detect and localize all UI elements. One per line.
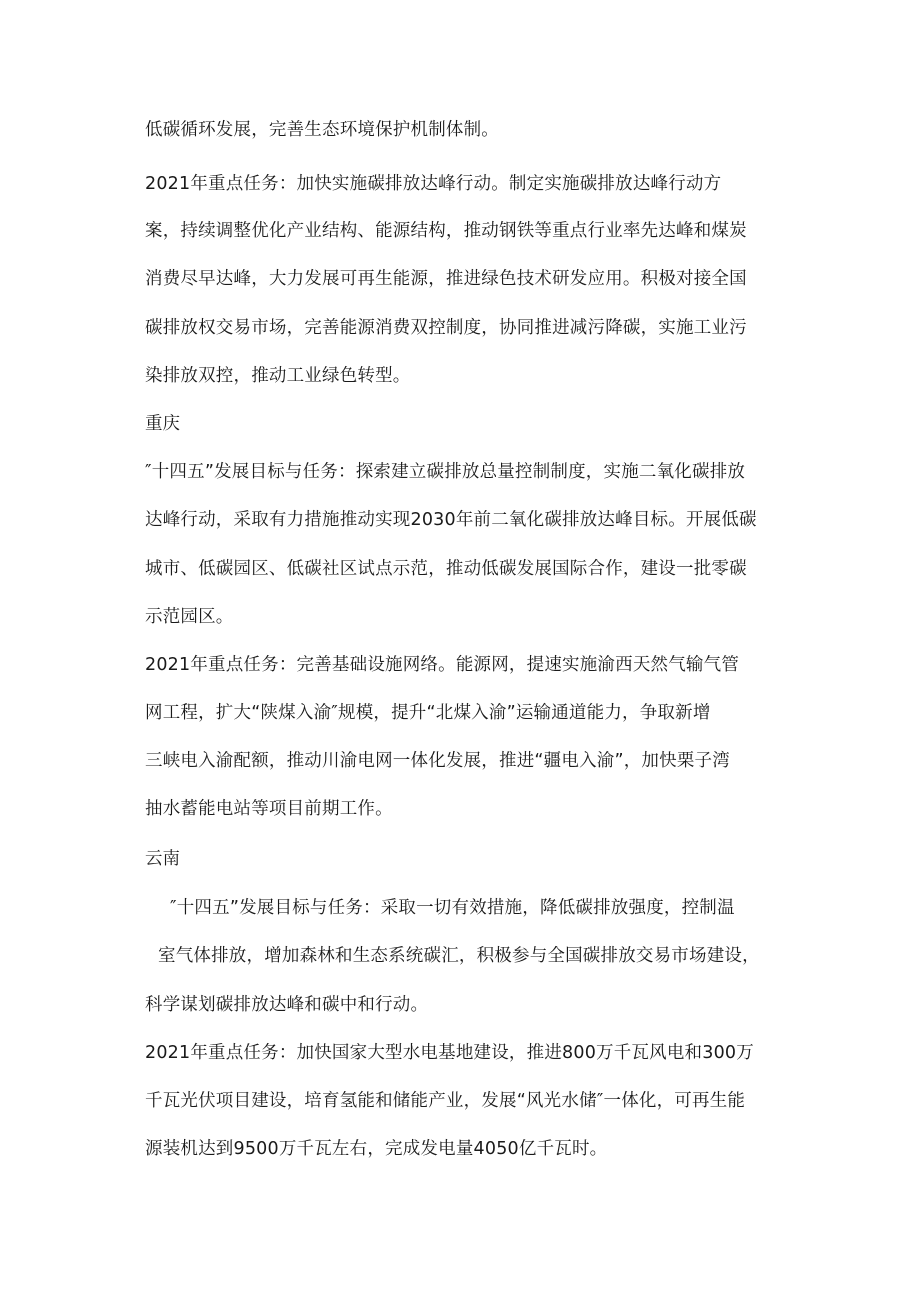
section-heading-yunnan: 云南 [145,849,180,869]
text-line: 城市、低碳园区、低碳社区试点示范，推动低碳发展国际合作，建设一批零碳 [145,559,747,579]
text-line: ″十四五”发展目标与任务：探索建立碳排放总量控制制度，实施二氧化碳排放 [145,462,746,482]
text-line: 消费尽早达峰，大力发展可再生能源，推进绿色技术研发应用。积极对接全国 [145,269,747,289]
text-line: 2021年重点任务：完善基础设施网络。能源网，提速实施渝西天然气输气管 [145,655,740,675]
text-line: 低碳循环发展，完善生态环境保护机制体制。 [145,120,499,140]
text-line: 案，持续调整优化产业结构、能源结构，推动钢铁等重点行业率先达峰和煤炭 [145,221,747,241]
text-line: ″十四五”发展目标与任务：采取一切有效措施，降低碳排放强度，控制温 [170,898,735,918]
text-line: 2021年重点任务：加快实施碳排放达峰行动。制定实施碳排放达峰行动方 [145,174,722,194]
text-line: 示范园区。 [145,607,234,627]
text-line: 室气体排放，增加森林和生态系统碳汇，积极参与全国碳排放交易市场建设， [158,946,760,966]
text-line: 网工程，扩大“陕煤入渝″规模，提升“北煤入渝”运输通道能力，争取新增 [145,703,711,723]
text-line: 染排放双控，推动工业绿色转型。 [145,366,411,386]
text-line: 三峡电入渝配额，推动川渝电网一体化发展，推进“疆电入渝”，加快栗子湾 [145,751,730,771]
text-line: 2021年重点任务：加快国家大型水电基地建设，推进800万千瓦风电和300万 [145,1043,754,1063]
text-line: 千瓦光伏项目建设，培育氢能和储能产业，发展“风光水储″一体化，可再生能 [145,1091,746,1111]
text-line: 达峰行动，采取有力措施推动实现2030年前二氧化碳排放达峰目标。开展低碳 [145,510,757,530]
text-line: 源装机达到9500万千瓦左右，完成发电量4050亿千瓦时。 [145,1139,608,1159]
text-line: 碳排放权交易市场，完善能源消费双控制度，协同推进减污降碳，实施工业污 [145,318,747,338]
section-heading-chongqing: 重庆 [145,414,180,434]
text-line: 抽水蓄能电站等项目前期工作。 [145,799,393,819]
text-line: 科学谋划碳排放达峰和碳中和行动。 [145,995,429,1015]
